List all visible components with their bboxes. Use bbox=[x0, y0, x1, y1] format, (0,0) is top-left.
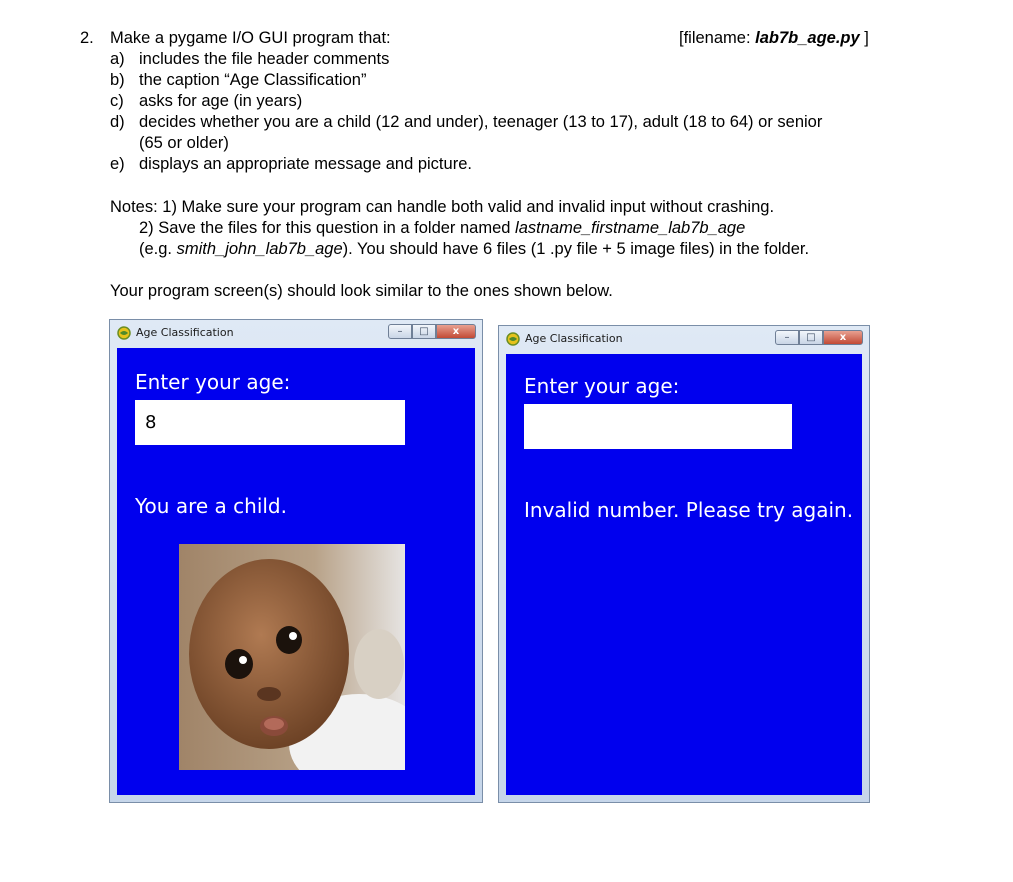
item-text-d-cont: (65 or older) bbox=[139, 134, 229, 152]
notes-line-2-text: 2) Save the files for this question in a folder named bbox=[139, 219, 516, 237]
maximize-button[interactable]: □ bbox=[412, 324, 436, 339]
notes-line-3 bbox=[139, 239, 809, 259]
pygame-snake-icon bbox=[117, 326, 131, 340]
notes-example-folder: smith_john_lab7b_age bbox=[176, 240, 343, 258]
item-letter-d: d) bbox=[110, 113, 125, 131]
filename-note bbox=[679, 28, 869, 48]
minimize-button[interactable]: – bbox=[388, 324, 412, 339]
result-message: Invalid number. Please try again. bbox=[524, 498, 854, 522]
filename: lab7b_age.py bbox=[755, 29, 860, 47]
pygame-surface bbox=[117, 348, 475, 795]
window-controls bbox=[388, 324, 476, 339]
close-button[interactable]: x bbox=[436, 324, 476, 339]
item-text-e: displays an appropriate message and picture. bbox=[139, 155, 472, 173]
window-child bbox=[109, 319, 483, 803]
window-invalid bbox=[498, 325, 870, 803]
pygame-surface bbox=[506, 354, 862, 795]
age-prompt: Enter your age: bbox=[524, 374, 680, 398]
minimize-button[interactable]: – bbox=[775, 330, 799, 345]
titlebar[interactable] bbox=[499, 326, 869, 354]
window-title: Age Classification bbox=[525, 332, 623, 345]
maximize-button[interactable]: □ bbox=[799, 330, 823, 345]
age-prompt: Enter your age: bbox=[135, 370, 291, 394]
item-text-d: decides whether you are a child (12 and under), teenager (13 to 17), adult (18 to 64) or senior bbox=[139, 113, 823, 131]
notes-line-3-suffix: ). You should have 6 files (1 .py file + 5 image files) in the folder. bbox=[342, 240, 810, 258]
window-controls bbox=[775, 330, 863, 345]
window-title: Age Classification bbox=[136, 326, 234, 339]
titlebar[interactable] bbox=[110, 320, 482, 348]
question-number: 2. bbox=[80, 29, 94, 47]
item-text-c: asks for age (in years) bbox=[139, 92, 303, 110]
item-letter-a: a) bbox=[110, 50, 125, 68]
item-letter-e: e) bbox=[110, 155, 125, 173]
notes-line-3-prefix: (e.g. bbox=[139, 240, 177, 258]
result-message: You are a child. bbox=[135, 494, 287, 518]
age-input[interactable] bbox=[524, 404, 792, 449]
item-text-b: the caption “Age Classification” bbox=[139, 71, 367, 89]
notes-line-2 bbox=[139, 218, 745, 238]
close-button[interactable]: x bbox=[823, 330, 863, 345]
notes-line-1: Notes: 1) Make sure your program can handle both valid and invalid input without crashing. bbox=[110, 198, 775, 216]
baby-photo bbox=[179, 544, 405, 770]
filename-suffix: ] bbox=[859, 29, 869, 47]
item-text-a: includes the file header comments bbox=[139, 50, 390, 68]
intro-text: Your program screen(s) should look similar to the ones shown below. bbox=[110, 282, 613, 300]
question-heading: Make a pygame I/O GUI program that: bbox=[110, 29, 391, 47]
filename-prefix: [filename: bbox=[679, 29, 756, 47]
pygame-snake-icon bbox=[506, 332, 520, 346]
item-letter-c: c) bbox=[110, 92, 124, 110]
notes-folder-name: lastname_firstname_lab7b_age bbox=[515, 219, 746, 237]
age-input[interactable] bbox=[135, 400, 405, 445]
item-letter-b: b) bbox=[110, 71, 125, 89]
